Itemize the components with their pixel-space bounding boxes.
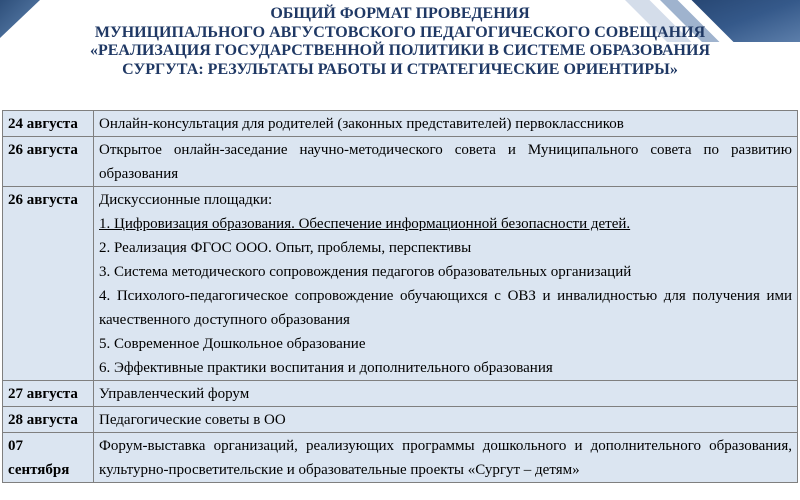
date-line: сентября — [8, 462, 70, 478]
discussion-item: 3. Система методического сопровождения педагогов образовательных организаций — [99, 264, 632, 280]
event-cell-discussion — [94, 187, 798, 381]
table-row — [3, 137, 798, 187]
table-row — [3, 381, 798, 407]
page-title — [0, 5, 800, 79]
discussion-item-link[interactable]: 1. Цифровизация образования. Обеспечение информационной безопасности детей. — [99, 216, 631, 232]
date-cell: 26 августа — [3, 187, 94, 381]
event-cell: Управленческий форум — [94, 381, 798, 407]
table-row — [3, 111, 798, 137]
date-cell: 28 августа — [3, 407, 94, 433]
title-line: СУРГУТА: РЕЗУЛЬТАТЫ РАБОТЫ И СТРАТЕГИЧЕСКИЕ ОРИЕНТИРЫ» — [122, 60, 678, 78]
discussion-item: 5. Современное Дошкольное образование — [99, 336, 366, 352]
table-row — [3, 187, 798, 381]
table-row — [3, 407, 798, 433]
date-cell: 26 августа — [3, 137, 94, 187]
date-line: 07 — [8, 438, 23, 454]
discussion-item: 6. Эффективные практики воспитания и дополнительного образования — [99, 360, 553, 376]
discussion-item: 2. Реализация ФГОС ООО. Опыт, проблемы, перспективы — [99, 240, 472, 256]
date-cell: 24 августа — [3, 111, 94, 137]
discussion-item: 4. Психолого-педагогическое сопровождение обучающихся с ОВЗ и инвалидностью для получения ими качественного доступного образования — [99, 288, 792, 328]
event-cell: Форум-выставка организаций, реализующих программы дошкольного и дополнительного образования, культурно-просветительские и образовательные проекты «Сургут – детям» — [94, 433, 798, 483]
event-cell: Открытое онлайн-заседание научно-методического совета и Муниципального совета по развитию образования — [94, 137, 798, 187]
schedule-table — [2, 110, 798, 483]
title-line: ОБЩИЙ ФОРМАТ ПРОВЕДЕНИЯ — [270, 5, 530, 22]
event-cell: Педагогические советы в ОО — [94, 407, 798, 433]
date-cell — [3, 433, 94, 483]
title-line: «РЕАЛИЗАЦИЯ ГОСУДАРСТВЕННОЙ ПОЛИТИКИ В СИСТЕМЕ ОБРАЗОВАНИЯ — [89, 42, 710, 59]
title-line: МУНИЦИПАЛЬНОГО АВГУСТОВСКОГО ПЕДАГОГИЧЕСКОГО СОВЕЩАНИЯ — [94, 23, 706, 41]
date-cell: 27 августа — [3, 381, 94, 407]
discussion-intro: Дискуссионные площадки: — [99, 192, 273, 208]
event-cell: Онлайн-консультация для родителей (законных представителей) первоклассников — [94, 111, 798, 137]
table-row — [3, 433, 798, 483]
